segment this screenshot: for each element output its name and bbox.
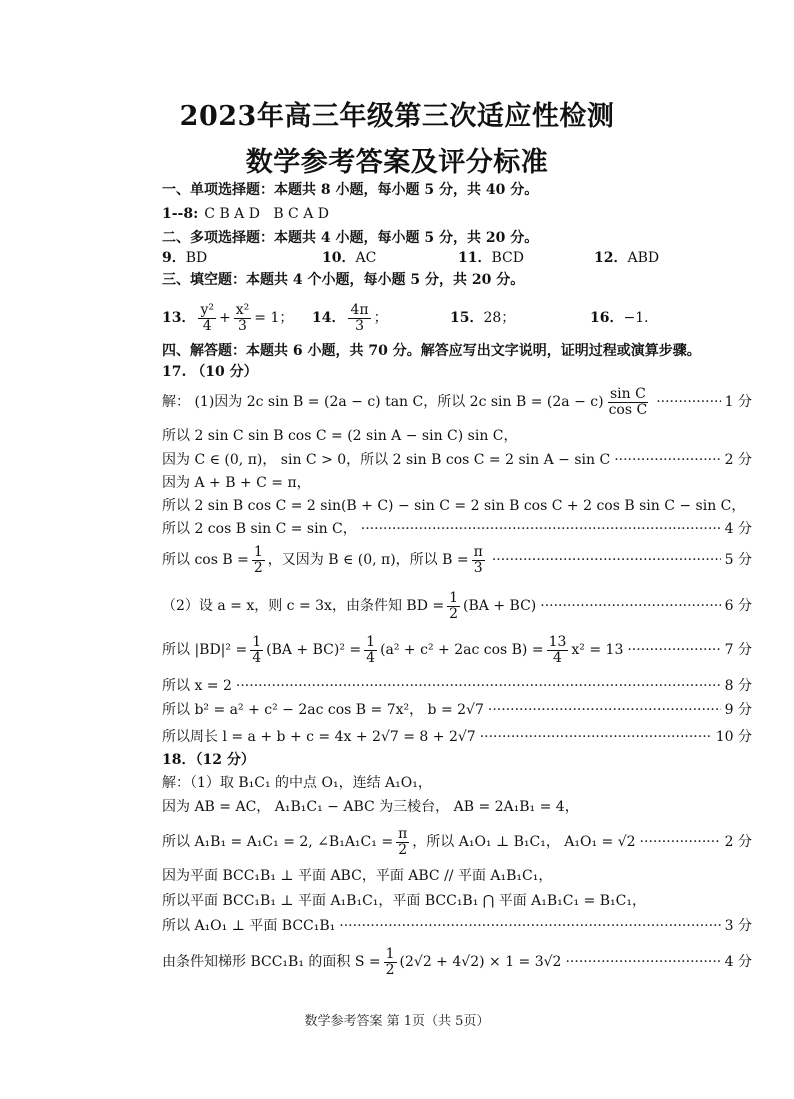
q18-line-2: 因为 AB = AC， A₁B₁C₁ − ABC 为三棱台， AB = 2A₁B₁ = 4，: [162, 799, 579, 815]
section1-heading: 一、单项选择题：本题共 8 小题，每小题 5 分，共 40 分。: [162, 182, 539, 198]
q16-answer: 16．−1．: [590, 310, 659, 326]
q13-answer: 13． $\frac{\text{y²}}{4}$ + $\frac{\text{x²}}{3}$ = 1；: [162, 301, 294, 334]
score-label: 10 分: [715, 729, 752, 745]
q17-line-4: 因为 A + B + C = π，: [162, 475, 311, 491]
q17-line-10: 所以 x = 2 ····· 8 分: [162, 676, 752, 696]
q12-answer: 12．ABD: [594, 250, 660, 266]
q11-answer: 11．BCD: [458, 250, 524, 266]
q17-line-6: 所以 2 cos B sin C = sin C， ····· 4 分: [162, 519, 752, 539]
score-label: 8 分: [724, 678, 752, 694]
score-label: 7 分: [724, 642, 752, 658]
q15-answer: 15．28；: [450, 310, 516, 326]
score-label: 2 分: [724, 834, 752, 850]
q18-line-6: 所以 A₁O₁ ⊥ 平面 BCC₁B₁ ····· 3 分: [162, 916, 752, 936]
section1-answers-values: C B A D B C A D: [204, 206, 330, 222]
q17-line-9: 所以 |BD|² = $\frac{1}{4}$ (BA + BC)² = $\frac{1}{4}$ (a² + c² + 2ac cos B) = $\frac{13}{4}$ x² = 13 ····· 7 分: [162, 632, 752, 668]
q14-answer: 14． $\frac{4\pi}{3}$ ；: [312, 301, 388, 334]
q17-header: 17. （10 分）: [162, 364, 258, 380]
q17-line-3: 因为 C ∈ (0, π)， sin C > 0，所以 2 sin B cos C = 2 sin A − sin C ····· 2 分: [162, 450, 752, 470]
q17-line-1: 解： (1)因为 2c sin B = (2a − c) tan C，所以 2c sin B = (2a − c) $\frac{\text{sin C}}{\text{cos C}}$ ····· 1 分: [162, 384, 752, 420]
score-label: 3 分: [724, 918, 752, 934]
q17-line-12: 所以周长 l = a + b + c = 4x + 2√7 = 8 + 2√7 ····· 10 分: [162, 727, 752, 747]
score-label: 4 分: [724, 521, 752, 537]
score-label: 6 分: [724, 598, 752, 614]
section3-heading: 三、填空题：本题共 4 个小题，每小题 5 分，共 20 分。: [162, 272, 525, 288]
score-label: 5 分: [724, 552, 752, 568]
score-label: 9 分: [724, 702, 752, 718]
q17-line-5: 所以 2 sin B cos C = 2 sin(B + C) − sin C = 2 sin B cos C + 2 cos B sin C − sin C，: [162, 498, 746, 514]
q9-answer: 9．BD: [162, 250, 208, 266]
section1-answers: [162, 204, 752, 224]
q18-line-4: 因为平面 BCC₁B₁ ⊥ 平面 ABC，平面 ABC // 平面 A₁B₁C₁，: [162, 868, 553, 884]
q18-header: 18．（12 分）: [162, 752, 255, 768]
q18-line-7: 由条件知梯形 BCC₁B₁ 的面积 S = $\frac{1}{2}$ (2√2 + 4√2) × 1 = 3√2 ····· 4 分: [162, 944, 752, 980]
q17-line-2: 所以 2 sin C sin B cos C = (2 sin A − sin C) sin C，: [162, 428, 518, 444]
section2-answers: [162, 248, 752, 268]
q18-line-5: 所以平面 BCC₁B₁ ⊥ 平面 A₁B₁C₁，平面 BCC₁B₁ ⋂ 平面 A₁B₁C₁ = B₁C₁，: [162, 893, 646, 909]
score-label: 4 分: [724, 954, 752, 970]
q17-line-8: （2）设 a = x，则 c = 3x，由条件知 BD = $\frac{1}{2}$ (BA + BC) ····· 6 分: [162, 588, 752, 624]
page-subtitle: 数学参考答案及评分标准: [245, 147, 549, 178]
q18-line-3: 所以 A₁B₁ = A₁C₁ = 2, ∠B₁A₁C₁ = $\frac{\pi}{2}$ ，所以 A₁O₁ ⊥ B₁C₁， A₁O₁ = √2 ····· 2 分: [162, 824, 752, 860]
page-footer: 数学参考答案 第 1页（共 5页）: [304, 1014, 490, 1029]
q17-line-11: 所以 b² = a² + c² − 2ac cos B = 7x²， b = 2√7 ····· 9 分: [162, 700, 752, 720]
section1-answers-label: 1--8:: [162, 206, 199, 222]
page-title: 2023年高三年级第三次适应性检测: [179, 101, 615, 132]
score-label: 1 分: [724, 394, 752, 410]
section2-heading: 二、多项选择题：本题共 4 小题，每小题 5 分，共 20 分。: [162, 230, 539, 246]
q18-line-1: 解：（1）取 B₁C₁ 的中点 O₁，连结 A₁O₁，: [162, 775, 432, 791]
section3-answers: [162, 300, 752, 336]
score-label: 2 分: [724, 452, 752, 468]
q10-answer: 10．AC: [322, 250, 377, 266]
section4-heading: 四、解答题：本题共 6 小题，共 70 分。解答应写出文字说明，证明过程或演算步骤。: [162, 343, 701, 359]
q17-line-7: 所以 cos B = $\frac{1}{2}$ ，又因为 B ∈ (0, π)，所以 B = $\frac{\pi}{3}$ ····· 5 分: [162, 542, 752, 578]
